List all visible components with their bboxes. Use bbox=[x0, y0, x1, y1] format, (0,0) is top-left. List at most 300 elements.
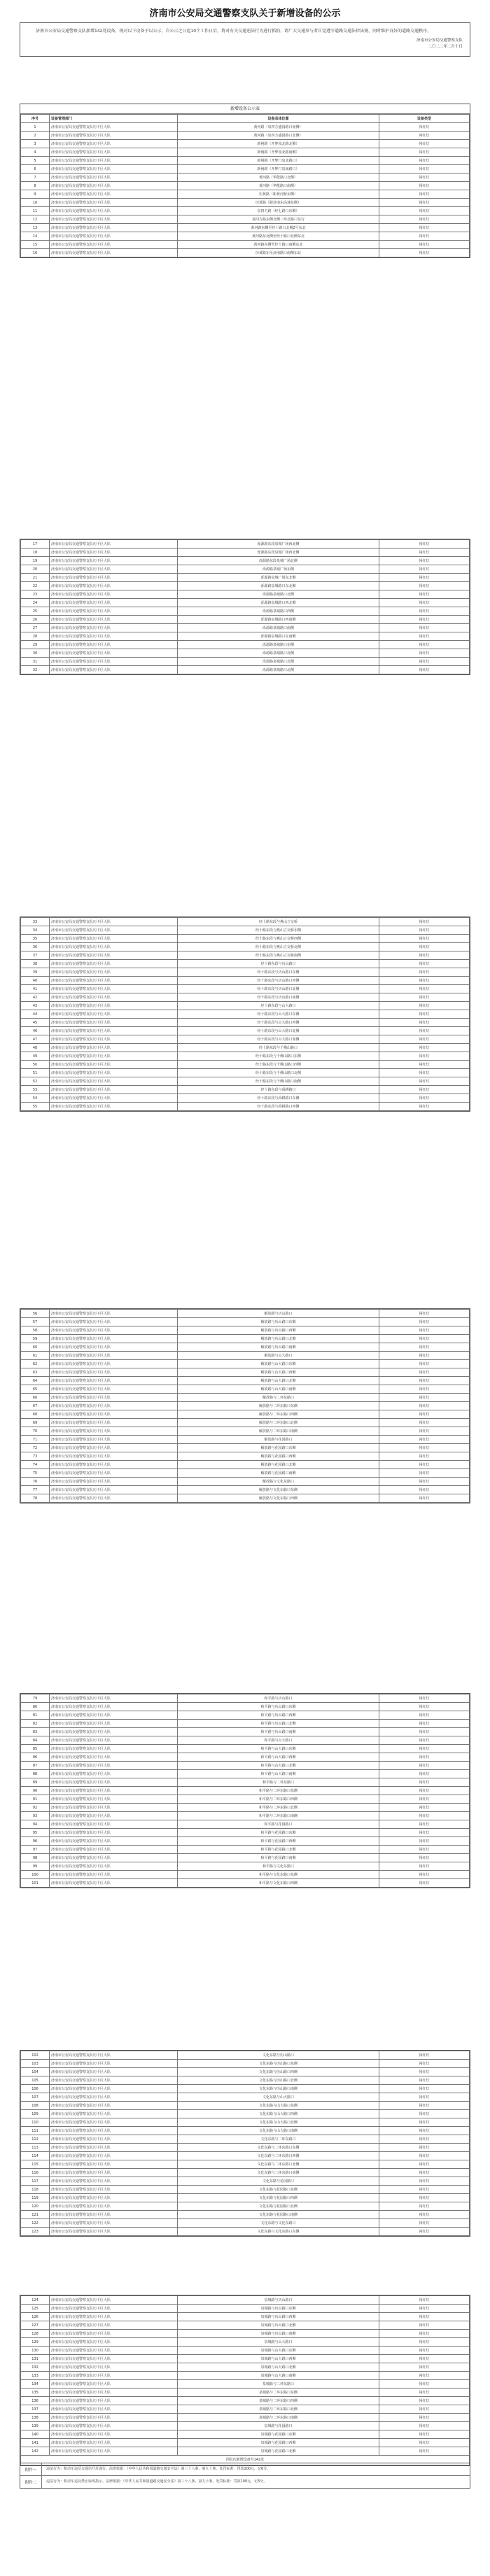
row-number: 141 bbox=[21, 2439, 50, 2447]
device-department: 济南市公安局交通警察支队历下区大队 bbox=[50, 2397, 178, 2405]
row-number: 68 bbox=[21, 1410, 50, 1419]
device-location: 泉城路与二环东路口南侧 bbox=[178, 2414, 379, 2422]
table-row bbox=[21, 2422, 470, 2430]
device-location: 文化东路与二环东路口 bbox=[178, 2135, 379, 2144]
table-row bbox=[21, 148, 470, 157]
device-type: 闯红灯 bbox=[379, 1703, 470, 1711]
row-number: 123 bbox=[21, 2228, 50, 2236]
table-row bbox=[21, 641, 470, 649]
table-row bbox=[21, 1044, 470, 1052]
device-type: 闯红灯 bbox=[379, 1846, 470, 1854]
device-type: 闯红灯 bbox=[379, 2313, 470, 2321]
device-department: 济南市公安局交通警察支队历下区大队 bbox=[50, 1478, 178, 1486]
device-department: 济南市公安局交通警察支队历下区大队 bbox=[50, 2389, 178, 2397]
device-department: 济南市公安局交通警察支队历下区大队 bbox=[50, 1010, 178, 1019]
device-location: 经十路东段与山大路口南侧 bbox=[178, 1035, 379, 1044]
table-row bbox=[21, 2347, 470, 2355]
device-type: 闯红灯 bbox=[379, 190, 470, 199]
device-department: 济南市公安局交通警察支队历下区大队 bbox=[50, 1770, 178, 1778]
device-location: 解放路与山大路口 bbox=[178, 1352, 379, 1360]
device-department: 济南市公安局交通警察支队历下区大队 bbox=[50, 1419, 178, 1427]
device-location: 和平路与花园路口南侧 bbox=[178, 1854, 379, 1862]
device-department: 济南市公安局交通警察支队历下区大队 bbox=[50, 1469, 178, 1478]
row-number: 50 bbox=[21, 1061, 50, 1069]
row-number: 47 bbox=[21, 1035, 50, 1044]
device-type: 闯红灯 bbox=[379, 2389, 470, 2397]
device-location: 解放路与历山路口东侧 bbox=[178, 1318, 379, 1326]
device-location: 泉城路与花园路口西侧 bbox=[178, 2439, 379, 2447]
table-row bbox=[21, 2102, 470, 2110]
device-location: 解放路与二环东路口东侧 bbox=[178, 1402, 379, 1410]
device-type: 闯红灯 bbox=[379, 1494, 470, 1503]
device-type: 闯红灯 bbox=[379, 624, 470, 632]
table-row bbox=[21, 2118, 470, 2127]
table-row bbox=[21, 1871, 470, 1879]
table-row bbox=[21, 926, 470, 935]
row-number: 38 bbox=[21, 960, 50, 968]
device-type: 闯红灯 bbox=[379, 199, 470, 207]
row-number: 42 bbox=[21, 993, 50, 1002]
device-department: 济南市公安局交通警察支队历下区大队 bbox=[50, 574, 178, 582]
device-location: 泉四方路（经七路口东侧） bbox=[178, 207, 379, 215]
row-number: 20 bbox=[21, 565, 50, 574]
row-number: 142 bbox=[21, 2447, 50, 2456]
row-number: 33 bbox=[21, 918, 50, 926]
table-row bbox=[21, 2085, 470, 2093]
table-row bbox=[21, 1436, 470, 1444]
device-table bbox=[20, 539, 470, 674]
device-department: 济南市公安局交通警察支队历下区大队 bbox=[50, 1094, 178, 1103]
row-number: 4 bbox=[21, 148, 50, 157]
table-row bbox=[21, 2051, 470, 2060]
device-department: 济南市公安局交通警察支队历下区大队 bbox=[50, 1035, 178, 1044]
device-department: 济南市公安局交通警察支队历下区大队 bbox=[50, 1694, 178, 1703]
device-department: 济南市公安局交通警察支队历下区大队 bbox=[50, 2305, 178, 2313]
row-number: 59 bbox=[21, 1335, 50, 1343]
row-number: 108 bbox=[21, 2102, 50, 2110]
device-location: 解放路与山大路口南侧 bbox=[178, 1385, 379, 1394]
device-type: 闯红灯 bbox=[379, 182, 470, 190]
device-department: 济南市公安局交通警察支队历下区大队 bbox=[50, 960, 178, 968]
device-location: 解放路与花园路口北侧 bbox=[178, 1461, 379, 1469]
device-department: 济南市公安局交通警察支队历下区大队 bbox=[50, 2405, 178, 2414]
table-row bbox=[21, 1352, 470, 1360]
device-type: 闯红灯 bbox=[379, 960, 470, 968]
device-location: 黄河路（泉四方盛园路口北侧） bbox=[178, 132, 379, 140]
row-number: 3 bbox=[21, 140, 50, 148]
device-location: 和平路与山大路口北侧 bbox=[178, 1762, 379, 1770]
row-number: 14 bbox=[21, 232, 50, 241]
device-type: 闯红灯 bbox=[379, 249, 470, 257]
device-location: 解放路与二环东路口 bbox=[178, 1394, 379, 1402]
row-number: 135 bbox=[21, 2389, 50, 2397]
device-type: 闯红灯 bbox=[379, 2186, 470, 2194]
device-location: 经十路东段与山大路口东侧 bbox=[178, 1010, 379, 1019]
table-row bbox=[21, 590, 470, 599]
table-row bbox=[21, 658, 470, 666]
device-type: 闯红灯 bbox=[379, 2372, 470, 2380]
device-department: 济南市公安局交通警察支队历下区大队 bbox=[50, 1753, 178, 1762]
device-location: 经十路东段与燕山立交桥 bbox=[178, 918, 379, 926]
device-department: 济南市公安局交通警察支队历下区大队 bbox=[50, 1103, 178, 1111]
device-location: 泉城路与二环东路口北侧 bbox=[178, 2405, 379, 2414]
device-department: 济南市公安局交通警察支队历下区大队 bbox=[50, 2372, 178, 2380]
row-number: 69 bbox=[21, 1419, 50, 1427]
row-number: 32 bbox=[21, 666, 50, 674]
table-row bbox=[21, 968, 470, 977]
device-type: 闯红灯 bbox=[379, 241, 470, 249]
device-location: 和平路与文化东路口西侧 bbox=[178, 1879, 379, 1888]
table-row bbox=[21, 2321, 470, 2330]
row-number: 18 bbox=[21, 549, 50, 557]
table-row bbox=[21, 977, 470, 985]
row-number: 87 bbox=[21, 1762, 50, 1770]
device-location: 和平路与山大路口 bbox=[178, 1736, 379, 1745]
device-department: 济南市公安局交通警察支队历下区大队 bbox=[50, 1795, 178, 1804]
device-type: 闯红灯 bbox=[379, 2127, 470, 2135]
device-type: 闯红灯 bbox=[379, 1318, 470, 1326]
device-department: 济南市公安局交通警察支队历下区大队 bbox=[50, 190, 178, 199]
device-type: 闯红灯 bbox=[379, 1778, 470, 1787]
table-row bbox=[21, 1703, 470, 1711]
device-type: 闯红灯 bbox=[379, 1343, 470, 1352]
row-number: 60 bbox=[21, 1343, 50, 1352]
device-department: 济南市公安局交通警察支队历下区大队 bbox=[50, 1820, 178, 1829]
device-type: 闯红灯 bbox=[379, 557, 470, 565]
table-row bbox=[21, 624, 470, 632]
device-type: 闯红灯 bbox=[379, 1103, 470, 1111]
device-department: 济南市公安局交通警察支队历下区大队 bbox=[50, 2422, 178, 2430]
table-row bbox=[21, 1469, 470, 1478]
row-number: 48 bbox=[21, 1044, 50, 1052]
table-row bbox=[21, 123, 470, 132]
device-department: 济南市公安局交通警察支队历下区大队 bbox=[50, 1019, 178, 1027]
device-location: 泺源路泉城路口西侧 bbox=[178, 607, 379, 616]
intro-text: 济南市公安局交通警察支队新增142处设备，现对以下设备予以公示，自公示之日起10个工作日后，将对有关交通违法行为进行抓拍，请广大交通参与者自觉遵守道路交通法律法规，同时维护良好的道路交通秩序。 bbox=[36, 29, 432, 34]
device-location: 经十路东段与燕山立交桥北侧 bbox=[178, 943, 379, 951]
device-location: 泉城路与历山路口西侧 bbox=[178, 2313, 379, 2321]
device-location: 泉城路与山大路口 bbox=[178, 2338, 379, 2347]
device-type: 闯红灯 bbox=[379, 2422, 470, 2430]
device-location: 和平路与花园路口东侧 bbox=[178, 1829, 379, 1837]
table-row bbox=[21, 1377, 470, 1385]
table-row bbox=[21, 2430, 470, 2439]
device-department: 济南市公安局交通警察支队历下区大队 bbox=[50, 174, 178, 182]
row-number: 51 bbox=[21, 1069, 50, 1077]
column-header: 设备管理部门 bbox=[50, 115, 178, 123]
device-location: 解放路与文化东路口西侧 bbox=[178, 1494, 379, 1503]
table-row bbox=[21, 1846, 470, 1854]
device-location: 解放路与二环东路口西侧 bbox=[178, 1410, 379, 1419]
device-location: 文化东路与二环东路口西侧 bbox=[178, 2152, 379, 2160]
table-row bbox=[21, 1385, 470, 1394]
device-department: 济南市公安局交通警察支队历下区大队 bbox=[50, 165, 178, 174]
device-table-3 bbox=[20, 917, 470, 1112]
device-department: 济南市公安局交通警察支队历下区大队 bbox=[50, 2076, 178, 2085]
device-location: 泺源路泉城路口北侧 bbox=[178, 666, 379, 674]
device-department: 济南市公安局交通警察支队历下区大队 bbox=[50, 590, 178, 599]
device-location: 经十路东段与历山路口西侧 bbox=[178, 977, 379, 985]
table-row bbox=[21, 1461, 470, 1469]
table-row bbox=[21, 2372, 470, 2380]
device-location: 经十路东段与历山路口南侧 bbox=[178, 993, 379, 1002]
table-row bbox=[21, 1061, 470, 1069]
table-row bbox=[21, 2228, 470, 2236]
device-type: 闯红灯 bbox=[379, 590, 470, 599]
device-type: 闯红灯 bbox=[379, 666, 470, 674]
device-type: 闯红灯 bbox=[379, 1736, 470, 1745]
device-location: 泉城路与二环东路口东侧 bbox=[178, 2389, 379, 2397]
device-location: 经十路东段与历山路口北侧 bbox=[178, 985, 379, 993]
device-department: 济南市公安局交通警察支队历下区大队 bbox=[50, 2447, 178, 2456]
device-type: 闯红灯 bbox=[379, 1795, 470, 1804]
device-type: 闯红灯 bbox=[379, 1310, 470, 1318]
device-location: 经十路东段与舜耕路口西侧 bbox=[178, 1103, 379, 1111]
device-type: 闯红灯 bbox=[379, 2118, 470, 2127]
device-type: 闯红灯 bbox=[379, 140, 470, 148]
device-type: 闯红灯 bbox=[379, 148, 470, 157]
device-type: 闯红灯 bbox=[379, 1871, 470, 1879]
device-type: 闯红灯 bbox=[379, 1377, 470, 1385]
device-location: 和平路与花园路口西侧 bbox=[178, 1837, 379, 1846]
device-location: 文化东路与花园路口 bbox=[178, 2177, 379, 2186]
row-number: 97 bbox=[21, 1846, 50, 1854]
device-department: 济南市公安局交通警察支队历下区大队 bbox=[50, 2135, 178, 2144]
device-department: 济南市公安局交通警察支队历下区大队 bbox=[50, 2380, 178, 2389]
table-row bbox=[21, 224, 470, 232]
table-row bbox=[21, 2439, 470, 2447]
table-row bbox=[21, 199, 470, 207]
table-row bbox=[21, 2060, 470, 2068]
device-location: 和平路与二环东路口南侧 bbox=[178, 1812, 379, 1820]
table-row bbox=[21, 1326, 470, 1335]
device-location: 黄河路东侧至经十路口北侧2号东北 bbox=[178, 224, 379, 232]
device-location: 文化东路与文化东路口 bbox=[178, 2219, 379, 2228]
row-number: 126 bbox=[21, 2313, 50, 2321]
table-row bbox=[21, 616, 470, 624]
device-department: 济南市公安局交通警察支队历下区大队 bbox=[50, 1027, 178, 1035]
table-row bbox=[21, 2093, 470, 2102]
device-location: 解放路与二环东路口北侧 bbox=[178, 1419, 379, 1427]
row-number: 54 bbox=[21, 1094, 50, 1103]
device-location: 和平路与山大路口西侧 bbox=[178, 1753, 379, 1762]
device-department: 济南市公安局交通警察支队历下区大队 bbox=[50, 1436, 178, 1444]
row-number: 77 bbox=[21, 1486, 50, 1494]
appendix-text: 违法行为：机动车违反交通信号灯通行。法律依据：《中华人民共和国道路交通安全法》第三十八条、第九十条。处罚标准：罚款200元，记6分。 bbox=[46, 2467, 271, 2471]
row-number: 9 bbox=[21, 190, 50, 199]
device-type: 闯红灯 bbox=[379, 1804, 470, 1812]
device-department: 济南市公安局交通警察支队历下区大队 bbox=[50, 624, 178, 632]
device-type: 闯红灯 bbox=[379, 2397, 470, 2405]
table-note: 同批次新增设备共142处 bbox=[21, 2456, 470, 2465]
device-location: 历黄路（距黄河桥东侧） bbox=[178, 190, 379, 199]
device-location: 新闸路（开梦园北路南侧） bbox=[178, 148, 379, 157]
row-number: 124 bbox=[21, 2296, 50, 2305]
row-number: 139 bbox=[21, 2422, 50, 2430]
table-row bbox=[21, 1478, 470, 1486]
table-row bbox=[21, 918, 470, 926]
device-type: 闯红灯 bbox=[379, 2051, 470, 2060]
device-location: 泉城路与花园路口 bbox=[178, 2422, 379, 2430]
device-location: 和平路与文化东路口东侧 bbox=[178, 1871, 379, 1879]
device-location: 解放路与文化东路口东侧 bbox=[178, 1486, 379, 1494]
table-row bbox=[21, 2389, 470, 2397]
table-row bbox=[21, 1394, 470, 1402]
table-row bbox=[21, 1804, 470, 1812]
table-row bbox=[21, 1762, 470, 1770]
device-type: 闯红灯 bbox=[379, 1410, 470, 1419]
column-header: 设备类型 bbox=[379, 115, 470, 123]
row-number: 55 bbox=[21, 1103, 50, 1111]
device-location: 文化东路与历山路口西侧 bbox=[178, 2068, 379, 2076]
device-location: 泉城路与花园路口北侧 bbox=[178, 2447, 379, 2456]
device-type: 闯红灯 bbox=[379, 1720, 470, 1728]
intro-box bbox=[20, 22, 470, 57]
device-location: 黄河路（华能路口北侧） bbox=[178, 174, 379, 182]
device-department: 济南市公安局交通警察支队历下区大队 bbox=[50, 2177, 178, 2186]
device-location: 经十路东段与燕山立交桥东侧 bbox=[178, 926, 379, 935]
device-location: 文化东路与历山路口 bbox=[178, 2051, 379, 2060]
device-department: 济南市公安局交通警察支队历下区大队 bbox=[50, 199, 178, 207]
device-type: 闯红灯 bbox=[379, 1335, 470, 1343]
row-number: 112 bbox=[21, 2135, 50, 2144]
row-number: 125 bbox=[21, 2305, 50, 2313]
table-row bbox=[21, 1019, 470, 1027]
device-department: 济南市公安局交通警察支队历下区大队 bbox=[50, 2439, 178, 2447]
device-type: 闯红灯 bbox=[379, 1326, 470, 1335]
device-location: 解放路与花园路口 bbox=[178, 1436, 379, 1444]
device-type: 闯红灯 bbox=[379, 574, 470, 582]
device-department: 济南市公安局交通警察支队历下区大队 bbox=[50, 540, 178, 549]
row-number: 44 bbox=[21, 1010, 50, 1019]
device-department: 济南市公安局交通警察支队历下区大队 bbox=[50, 1745, 178, 1753]
row-number: 25 bbox=[21, 607, 50, 616]
device-type: 闯红灯 bbox=[379, 1035, 470, 1044]
device-type: 闯红灯 bbox=[379, 174, 470, 182]
row-number: 6 bbox=[21, 165, 50, 174]
row-number: 57 bbox=[21, 1318, 50, 1326]
device-type: 闯红灯 bbox=[379, 1694, 470, 1703]
row-number: 2 bbox=[21, 132, 50, 140]
table-row bbox=[21, 1736, 470, 1745]
device-department: 济南市公安局交通警察支队历下区大队 bbox=[50, 2355, 178, 2363]
row-number: 58 bbox=[21, 1326, 50, 1335]
device-type: 闯红灯 bbox=[379, 943, 470, 951]
device-table-4 bbox=[20, 1308, 470, 1503]
device-location: 文化东路与山大路口北侧 bbox=[178, 2118, 379, 2127]
device-department: 济南市公安局交通警察支队历下区大队 bbox=[50, 1052, 178, 1061]
device-type: 闯红灯 bbox=[379, 1820, 470, 1829]
device-department: 济南市公安局交通警察支队历下区大队 bbox=[50, 2068, 178, 2076]
row-number: 80 bbox=[21, 1703, 50, 1711]
device-location: 历黄路东至济南路口南侧东北 bbox=[178, 249, 379, 257]
device-type: 闯红灯 bbox=[379, 2405, 470, 2414]
device-type: 闯红灯 bbox=[379, 1469, 470, 1478]
device-type: 闯红灯 bbox=[379, 2177, 470, 2186]
table-row bbox=[21, 140, 470, 148]
row-number: 90 bbox=[21, 1787, 50, 1795]
device-location: 经十路东段与山大路口北侧 bbox=[178, 1027, 379, 1035]
device-type: 闯红灯 bbox=[379, 1753, 470, 1762]
device-type: 闯红灯 bbox=[379, 1027, 470, 1035]
device-type: 闯红灯 bbox=[379, 1787, 470, 1795]
device-department: 济南市公安局交通警察支队历下区大队 bbox=[50, 1377, 178, 1385]
table-row bbox=[21, 2397, 470, 2405]
device-location: 解放路与历山路口 bbox=[178, 1310, 379, 1318]
device-department: 济南市公安局交通警察支队历下区大队 bbox=[50, 1385, 178, 1394]
table-row bbox=[21, 2380, 470, 2389]
device-department: 济南市公安局交通警察支队历下区大队 bbox=[50, 1728, 178, 1736]
row-number: 71 bbox=[21, 1436, 50, 1444]
device-department: 济南市公安局交通警察支队历下区大队 bbox=[50, 132, 178, 140]
device-location: 泺源路泉城路口东南侧 bbox=[178, 632, 379, 641]
table-row bbox=[21, 1820, 470, 1829]
row-number: 53 bbox=[21, 1086, 50, 1094]
device-department: 济南市公安局交通警察支队历下区大队 bbox=[50, 993, 178, 1002]
device-type: 闯红灯 bbox=[379, 2085, 470, 2093]
device-location: 泺源路泉城路口南侧 bbox=[178, 624, 379, 632]
device-location: 解放路与二环东路口南侧 bbox=[178, 1427, 379, 1436]
device-department: 济南市公安局交通警察支队历下区大队 bbox=[50, 641, 178, 649]
row-number: 21 bbox=[21, 574, 50, 582]
table-row bbox=[21, 565, 470, 574]
row-number: 86 bbox=[21, 1753, 50, 1762]
row-number: 15 bbox=[21, 241, 50, 249]
device-department: 济南市公安局交通警察支队历下区大队 bbox=[50, 2219, 178, 2228]
device-type: 闯红灯 bbox=[379, 607, 470, 616]
device-location: 和平路与山大路口东侧 bbox=[178, 1745, 379, 1753]
device-type: 闯红灯 bbox=[379, 1061, 470, 1069]
device-type: 闯红灯 bbox=[379, 1094, 470, 1103]
device-type: 闯红灯 bbox=[379, 549, 470, 557]
device-location: 新闸路（开梦园北路北侧） bbox=[178, 140, 379, 148]
device-table bbox=[20, 2051, 470, 2236]
device-department: 济南市公安局交通警察支队历下区大队 bbox=[50, 1804, 178, 1812]
device-department: 济南市公安局交通警察支队历下区大队 bbox=[50, 1494, 178, 1503]
device-table bbox=[20, 114, 470, 257]
row-number: 13 bbox=[21, 224, 50, 232]
device-location: 文化东路与历山路口南侧 bbox=[178, 2085, 379, 2093]
table-row bbox=[21, 540, 470, 549]
table-row bbox=[21, 1854, 470, 1862]
row-number: 78 bbox=[21, 1494, 50, 1503]
device-location: 解放路与历山路口南侧 bbox=[178, 1343, 379, 1352]
row-number: 5 bbox=[21, 157, 50, 165]
device-department: 济南市公安局交通警察支队历下区大队 bbox=[50, 1762, 178, 1770]
row-number: 88 bbox=[21, 1770, 50, 1778]
device-department: 济南市公安局交通警察支队历下区大队 bbox=[50, 1452, 178, 1461]
device-location: 和平路与二环东路口北侧 bbox=[178, 1804, 379, 1812]
table-header-row bbox=[21, 115, 470, 123]
row-number: 31 bbox=[21, 658, 50, 666]
row-number: 128 bbox=[21, 2330, 50, 2338]
row-number: 130 bbox=[21, 2347, 50, 2355]
appendix-row bbox=[20, 2463, 470, 2476]
table-row bbox=[21, 2160, 470, 2169]
device-location: 文化东路与山大路口西侧 bbox=[178, 2110, 379, 2118]
device-type: 闯红灯 bbox=[379, 951, 470, 960]
device-location: 文化东路与花园路口西侧 bbox=[178, 2194, 379, 2202]
device-location: 和平路与二环东路口 bbox=[178, 1778, 379, 1787]
device-department: 济南市公安局交通警察支队历下区大队 bbox=[50, 2144, 178, 2152]
device-location: 文化东路与二环东路口南侧 bbox=[178, 2169, 379, 2177]
device-department: 济南市公安局交通警察支队历下区大队 bbox=[50, 1778, 178, 1787]
device-department: 济南市公安局交通警察支队历下区大队 bbox=[50, 2093, 178, 2102]
device-location: 泉城路与历山路口北侧 bbox=[178, 2321, 379, 2330]
device-department: 济南市公安局交通警察支队历下区大队 bbox=[50, 2321, 178, 2330]
table-row bbox=[21, 649, 470, 658]
device-type: 闯红灯 bbox=[379, 1052, 470, 1061]
